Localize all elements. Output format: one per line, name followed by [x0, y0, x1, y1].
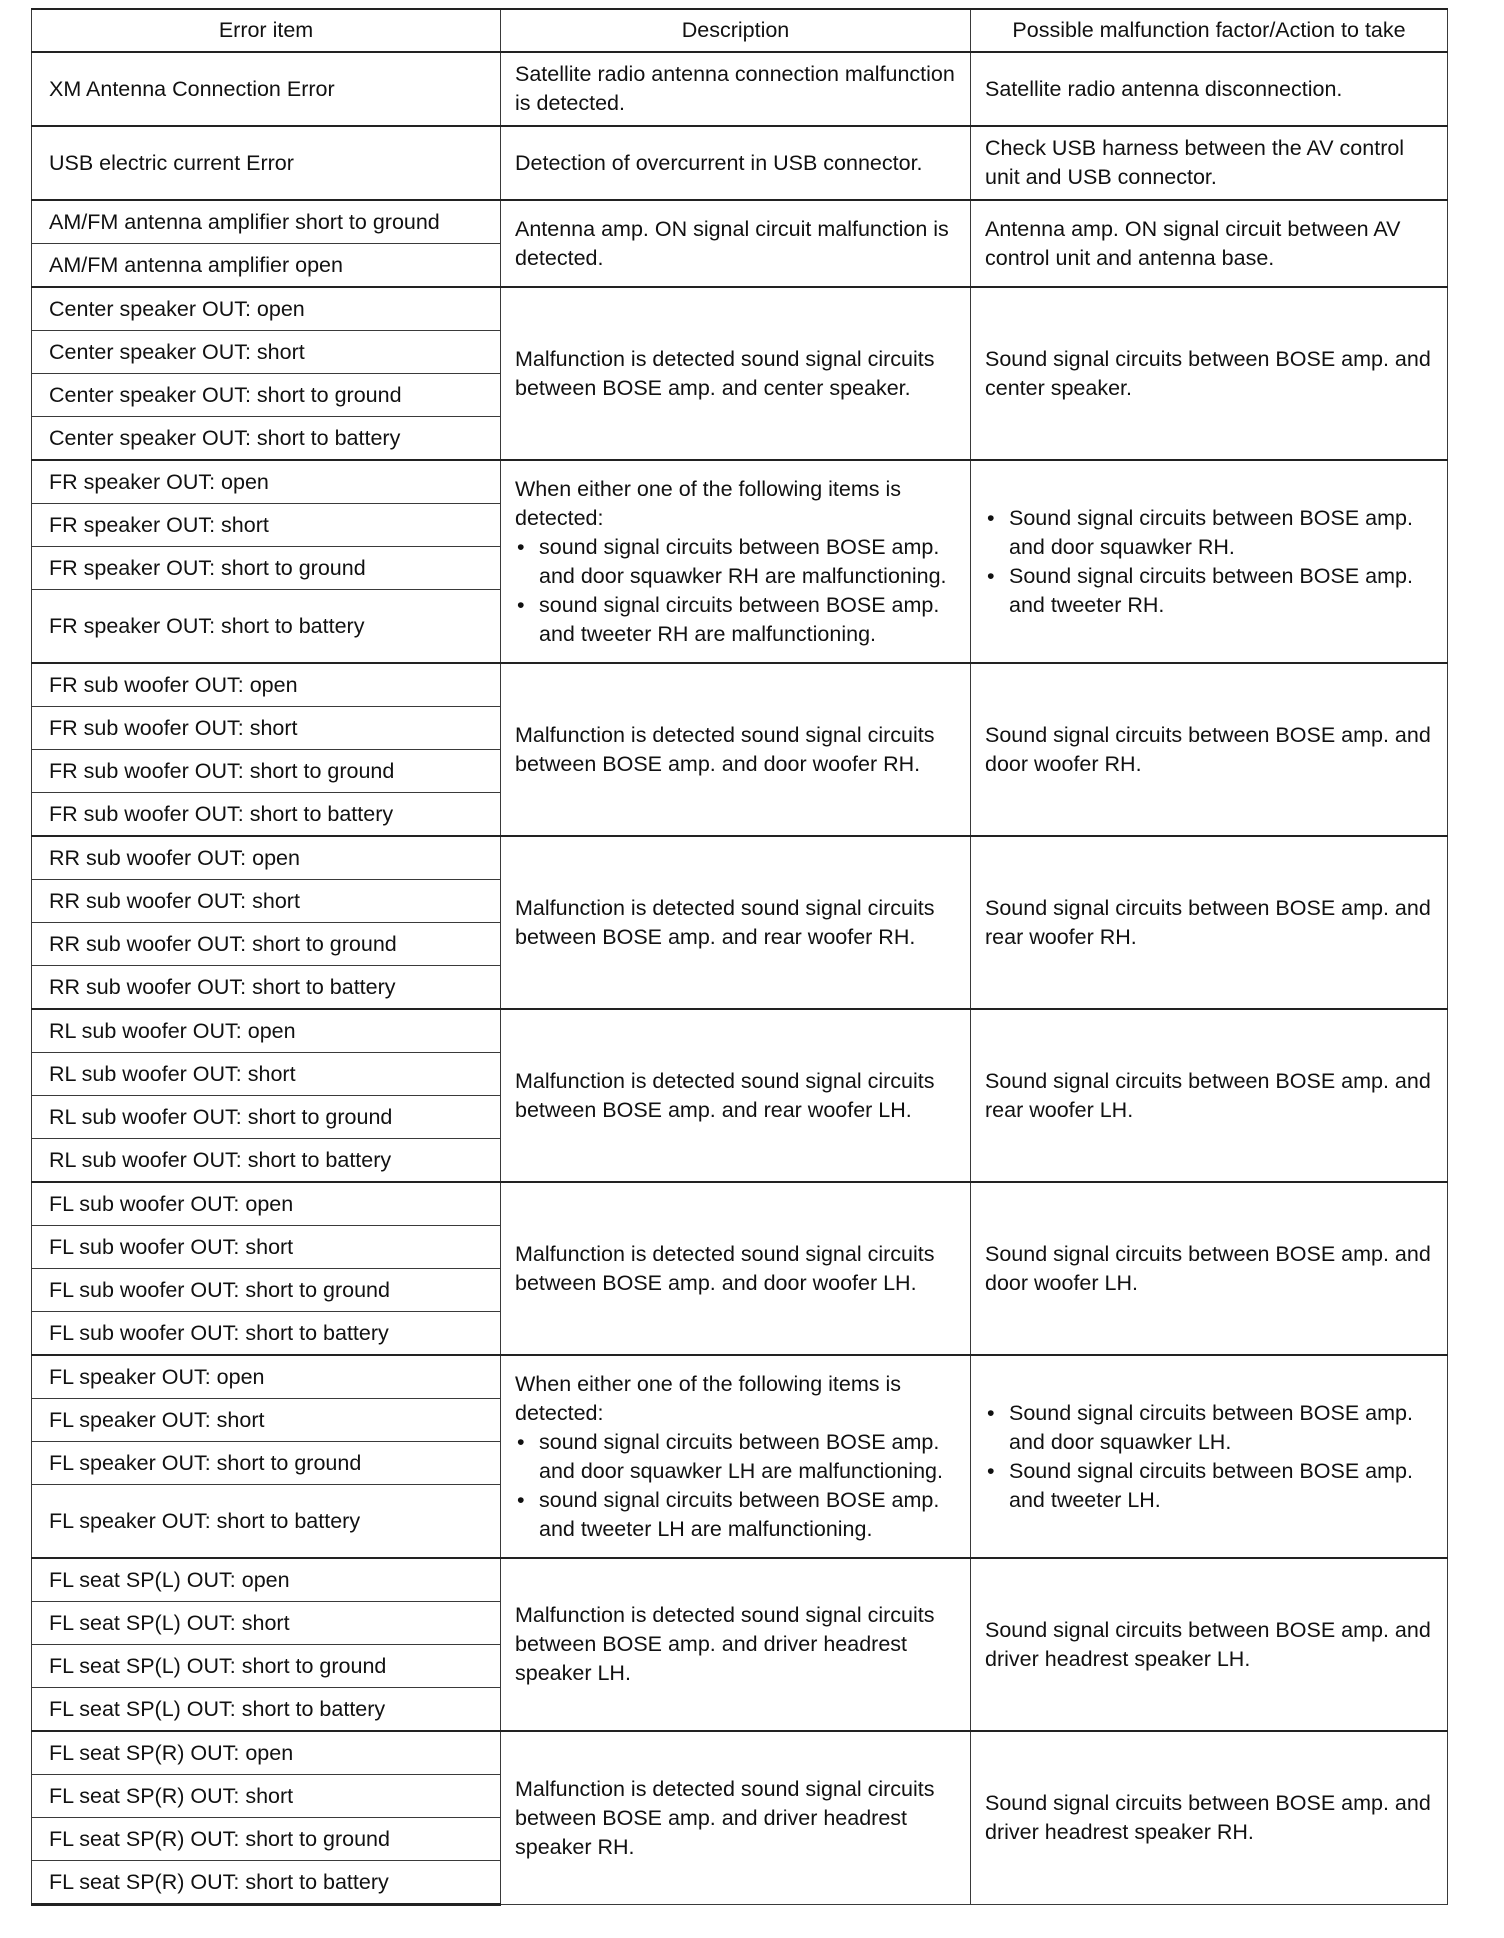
description-cell: Satellite radio antenna connection malfunction is detected.: [501, 52, 971, 126]
table-row: [32, 200, 1448, 244]
description-cell: Malfunction is detected sound signal circuits between BOSE amp. and rear woofer LH.: [501, 1009, 971, 1182]
error-item-cell: RR sub woofer OUT: open: [32, 836, 501, 880]
error-item-cell: FL seat SP(R) OUT: short: [32, 1775, 501, 1818]
error-item-cell: FL seat SP(R) OUT: short to battery: [32, 1861, 501, 1905]
table-row: [32, 836, 1448, 880]
description-cell: Malfunction is detected sound signal circuits between BOSE amp. and rear woofer RH.: [501, 836, 971, 1009]
action-cell: Sound signal circuits between BOSE amp. and driver headrest speaker RH.: [971, 1731, 1448, 1905]
table-row: [32, 663, 1448, 707]
error-item-cell: FR speaker OUT: open: [32, 460, 501, 504]
error-item-cell: AM/FM antenna amplifier short to ground: [32, 200, 501, 244]
error-item-cell: Center speaker OUT: short: [32, 331, 501, 374]
error-item-cell: Center speaker OUT: open: [32, 287, 501, 331]
table-header-row: [32, 9, 1448, 52]
header-error-item: Error item: [32, 9, 501, 52]
error-item-cell: XM Antenna Connection Error: [32, 52, 501, 126]
error-item-cell: RR sub woofer OUT: short to battery: [32, 966, 501, 1010]
action-bullet: • Sound signal circuits between BOSE amp. and tweeter LH.: [985, 1457, 1439, 1515]
error-item-cell: FL speaker OUT: open: [32, 1355, 501, 1399]
action-cell: Sound signal circuits between BOSE amp. and rear woofer RH.: [971, 836, 1448, 1009]
table-row: [32, 1558, 1448, 1602]
error-item-cell: FL seat SP(L) OUT: short: [32, 1602, 501, 1645]
table-row: [32, 460, 1448, 504]
error-item-cell: RL sub woofer OUT: short to battery: [32, 1139, 501, 1183]
error-item-cell: FL seat SP(R) OUT: short to ground: [32, 1818, 501, 1861]
table-row: [32, 1182, 1448, 1226]
description-lead: When either one of the following items is detected:: [515, 1371, 902, 1425]
action-bullet: • Sound signal circuits between BOSE amp. and door squawker RH.: [985, 504, 1439, 562]
action-cell: Sound signal circuits between BOSE amp. and driver headrest speaker LH.: [971, 1558, 1448, 1731]
header-action: Possible malfunction factor/Action to take: [971, 9, 1448, 52]
description-cell: Antenna amp. ON signal circuit malfunction is detected.: [501, 200, 971, 287]
error-item-cell: Center speaker OUT: short to battery: [32, 417, 501, 461]
action-cell: [971, 1355, 1448, 1558]
description-bullet-list: [515, 1428, 962, 1544]
action-cell: Sound signal circuits between BOSE amp. and rear woofer LH.: [971, 1009, 1448, 1182]
error-item-cell: RR sub woofer OUT: short: [32, 880, 501, 923]
description-cell: Detection of overcurrent in USB connector.: [501, 126, 971, 200]
table-body: [32, 52, 1448, 1905]
description-cell: Malfunction is detected sound signal circuits between BOSE amp. and driver headrest speaker LH.: [501, 1558, 971, 1731]
action-bullet: • Sound signal circuits between BOSE amp. and tweeter RH.: [985, 562, 1439, 620]
action-cell: Antenna amp. ON signal circuit between AV control unit and antenna base.: [971, 200, 1448, 287]
error-item-cell: FR sub woofer OUT: short to ground: [32, 750, 501, 793]
description-bullet-list: [515, 533, 962, 649]
action-cell: Satellite radio antenna disconnection.: [971, 52, 1448, 126]
error-item-cell: FL speaker OUT: short: [32, 1399, 501, 1442]
error-item-cell: RR sub woofer OUT: short to ground: [32, 923, 501, 966]
error-item-cell: FR speaker OUT: short: [32, 504, 501, 547]
description-cell: [501, 1355, 971, 1558]
description-cell: Malfunction is detected sound signal circuits between BOSE amp. and center speaker.: [501, 287, 971, 460]
error-item-cell: Center speaker OUT: short to ground: [32, 374, 501, 417]
error-item-cell: FR sub woofer OUT: short: [32, 707, 501, 750]
error-item-cell: FL seat SP(L) OUT: open: [32, 1558, 501, 1602]
description-bullet: • sound signal circuits between BOSE amp. and door squawker RH are malfunctioning.: [515, 533, 962, 591]
description-cell: [501, 460, 971, 663]
table-row: [32, 52, 1448, 126]
action-cell: [971, 460, 1448, 663]
error-item-cell: RL sub woofer OUT: open: [32, 1009, 501, 1053]
error-item-cell: FR sub woofer OUT: short to battery: [32, 793, 501, 837]
error-item-cell: FL seat SP(L) OUT: short to ground: [32, 1645, 501, 1688]
action-cell: Sound signal circuits between BOSE amp. and center speaker.: [971, 287, 1448, 460]
description-cell: Malfunction is detected sound signal circuits between BOSE amp. and door woofer LH.: [501, 1182, 971, 1355]
error-item-cell: FR sub woofer OUT: open: [32, 663, 501, 707]
error-item-cell: FL sub woofer OUT: short: [32, 1226, 501, 1269]
error-item-cell: FL speaker OUT: short to ground: [32, 1442, 501, 1485]
error-item-cell: FL sub woofer OUT: short to ground: [32, 1269, 501, 1312]
error-item-cell: AM/FM antenna amplifier open: [32, 244, 501, 288]
error-item-cell: FL sub woofer OUT: short to battery: [32, 1312, 501, 1356]
action-cell: Check USB harness between the AV control unit and USB connector.: [971, 126, 1448, 200]
description-cell: Malfunction is detected sound signal circuits between BOSE amp. and driver headrest speaker RH.: [501, 1731, 971, 1905]
error-item-cell: RL sub woofer OUT: short to ground: [32, 1096, 501, 1139]
description-bullet: • sound signal circuits between BOSE amp. and door squawker LH are malfunctioning.: [515, 1428, 962, 1486]
error-item-cell: FL speaker OUT: short to battery: [32, 1485, 501, 1559]
table-row: [32, 1355, 1448, 1399]
action-bullet: • Sound signal circuits between BOSE amp. and door squawker LH.: [985, 1399, 1439, 1457]
table-row: [32, 126, 1448, 200]
table-row: [32, 1731, 1448, 1775]
action-cell: Sound signal circuits between BOSE amp. and door woofer RH.: [971, 663, 1448, 836]
action-bullet-list: [985, 1399, 1439, 1515]
description-bullet: • sound signal circuits between BOSE amp. and tweeter RH are malfunctioning.: [515, 591, 962, 649]
error-code-table: [31, 8, 1448, 1906]
error-item-cell: FR speaker OUT: short to ground: [32, 547, 501, 590]
error-item-cell: FL sub woofer OUT: open: [32, 1182, 501, 1226]
description-lead: When either one of the following items is detected:: [515, 476, 902, 530]
error-item-cell: FL seat SP(R) OUT: open: [32, 1731, 501, 1775]
table-row: [32, 287, 1448, 331]
error-item-cell: FL seat SP(L) OUT: short to battery: [32, 1688, 501, 1732]
error-item-cell: USB electric current Error: [32, 126, 501, 200]
error-item-cell: FR speaker OUT: short to battery: [32, 590, 501, 664]
table-row: [32, 1009, 1448, 1053]
action-cell: Sound signal circuits between BOSE amp. and door woofer LH.: [971, 1182, 1448, 1355]
error-item-cell: RL sub woofer OUT: short: [32, 1053, 501, 1096]
action-bullet-list: [985, 504, 1439, 620]
description-bullet: • sound signal circuits between BOSE amp. and tweeter LH are malfunctioning.: [515, 1486, 962, 1544]
description-cell: Malfunction is detected sound signal circuits between BOSE amp. and door woofer RH.: [501, 663, 971, 836]
header-description: Description: [501, 9, 971, 52]
